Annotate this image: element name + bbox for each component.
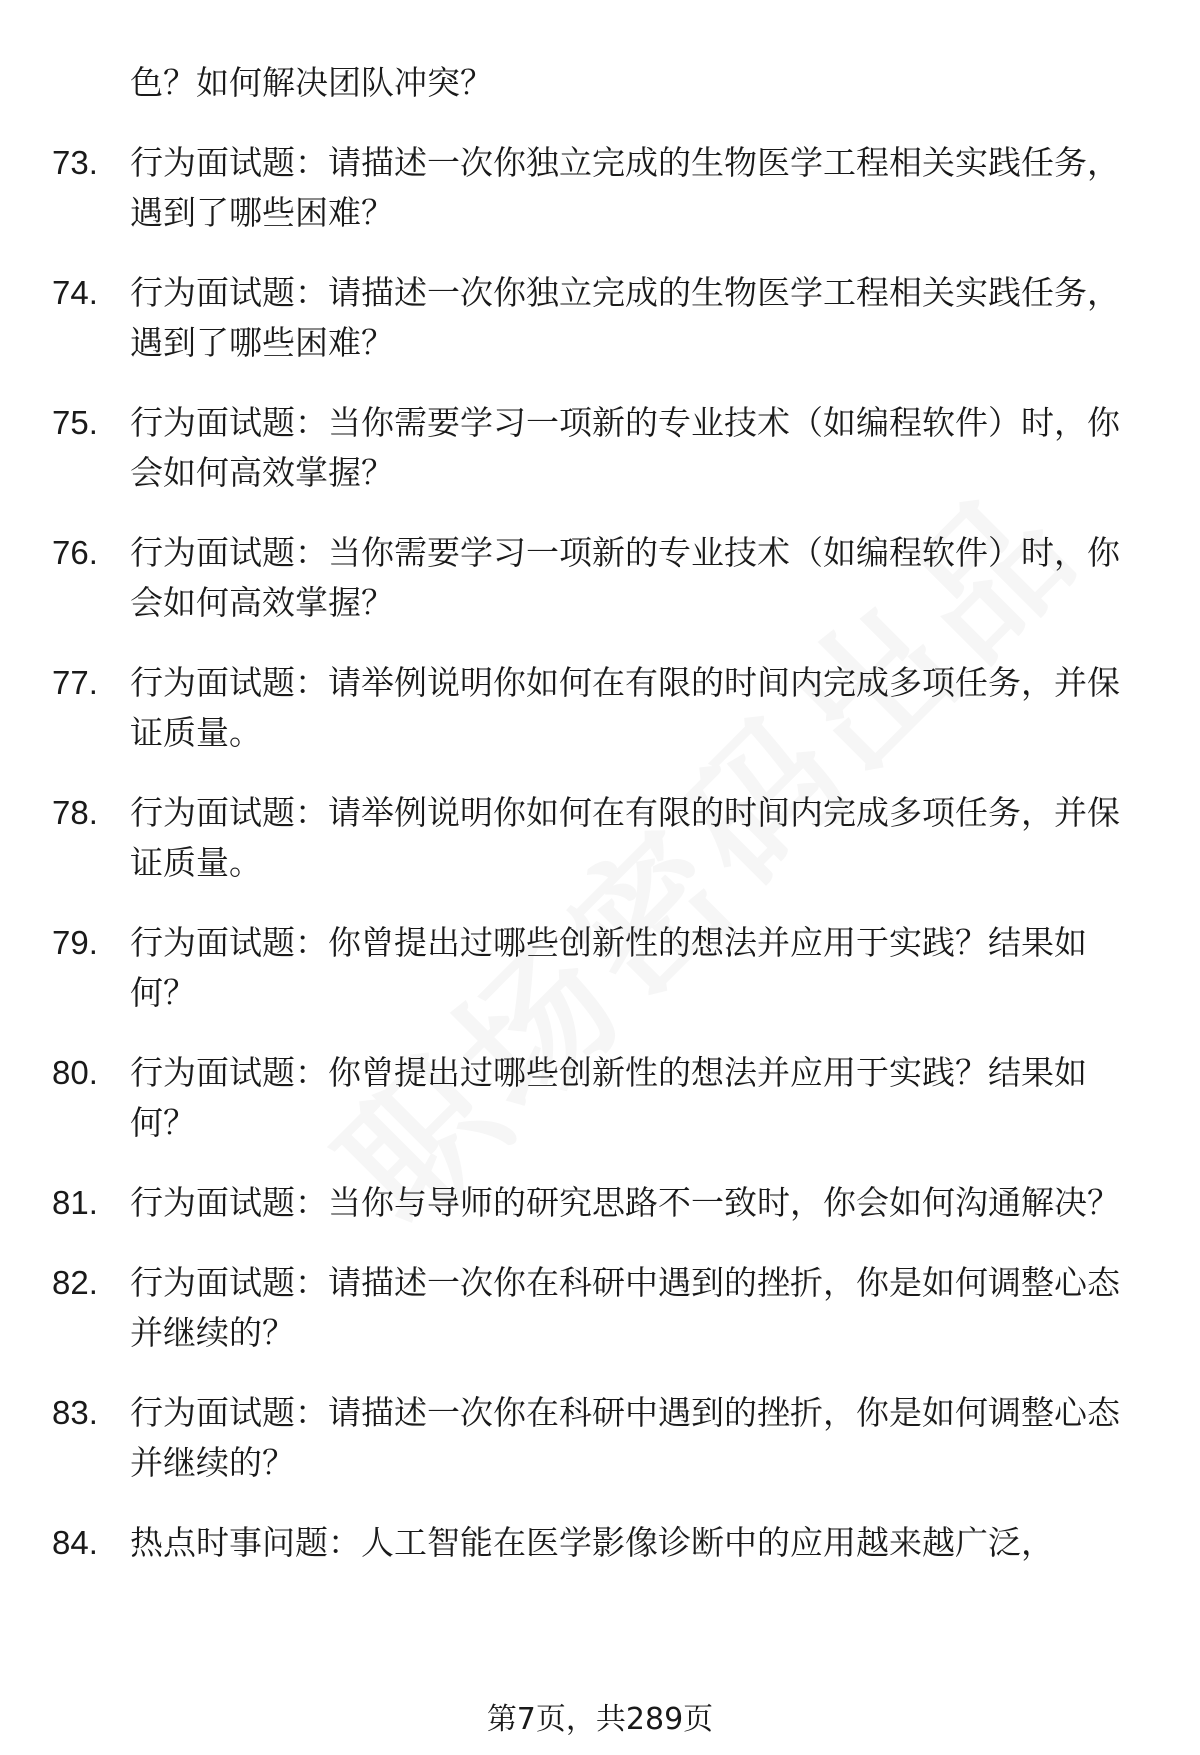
question-item-75 [0,398,1140,498]
question-item-82 [0,1258,1140,1358]
question-text: 行为面试题：请描述一次你在科研中遇到的挫折，你是如何调整心态并继续的？ [130,1263,1120,1352]
question-text: 行为面试题：请描述一次你独立完成的生物医学工程相关实践任务，遇到了哪些困难？ [130,273,1120,362]
page-footer: 第7页，共289页 [486,1702,714,1737]
question-number: 82. [52,1264,98,1301]
question-number: 76. [52,534,98,571]
question-number: 77. [52,664,98,701]
question-item-78 [0,788,1140,888]
question-text: 行为面试题：你曾提出过哪些创新性的想法并应用于实践？结果如何？ [130,923,1087,1012]
question-item-76 [0,528,1140,628]
question-list [0,58,1200,1568]
question-item-83 [0,1388,1140,1488]
question-item-80 [0,1048,1140,1148]
question-item-74 [0,268,1140,368]
question-item-77 [0,658,1140,758]
question-text: 热点时事问题：人工智能在医学影像诊断中的应用越来越广泛， [130,1523,1054,1562]
continued-text: 色？如何解决团队冲突？ [130,63,493,102]
question-text: 行为面试题：请举例说明你如何在有限的时间内完成多项任务，并保证质量。 [130,663,1120,752]
question-number: 81. [52,1184,98,1221]
question-number: 84. [52,1524,98,1561]
question-text: 行为面试题：请描述一次你在科研中遇到的挫折，你是如何调整心态并继续的？ [130,1393,1120,1482]
question-text: 行为面试题：当你与导师的研究思路不一致时，你会如何沟通解决？ [130,1183,1120,1222]
question-text: 行为面试题：当你需要学习一项新的专业技术（如编程软件）时，你会如何高效掌握？ [130,403,1120,492]
question-text: 行为面试题：当你需要学习一项新的专业技术（如编程软件）时，你会如何高效掌握？ [130,533,1120,622]
question-item-73 [0,138,1140,238]
question-item-79 [0,918,1140,1018]
question-number: 78. [52,794,98,831]
question-number: 79. [52,924,98,961]
question-number: 75. [52,404,98,441]
question-number: 83. [52,1394,98,1431]
question-number: 74. [52,274,98,311]
question-number: 73. [52,144,98,181]
question-item-81 [0,1178,1140,1228]
question-item-84 [0,1518,1140,1568]
question-number: 80. [52,1054,98,1091]
question-text: 行为面试题：请举例说明你如何在有限的时间内完成多项任务，并保证质量。 [130,793,1120,882]
question-text: 行为面试题：你曾提出过哪些创新性的想法并应用于实践？结果如何？ [130,1053,1087,1142]
question-text: 行为面试题：请描述一次你独立完成的生物医学工程相关实践任务，遇到了哪些困难？ [130,143,1120,232]
